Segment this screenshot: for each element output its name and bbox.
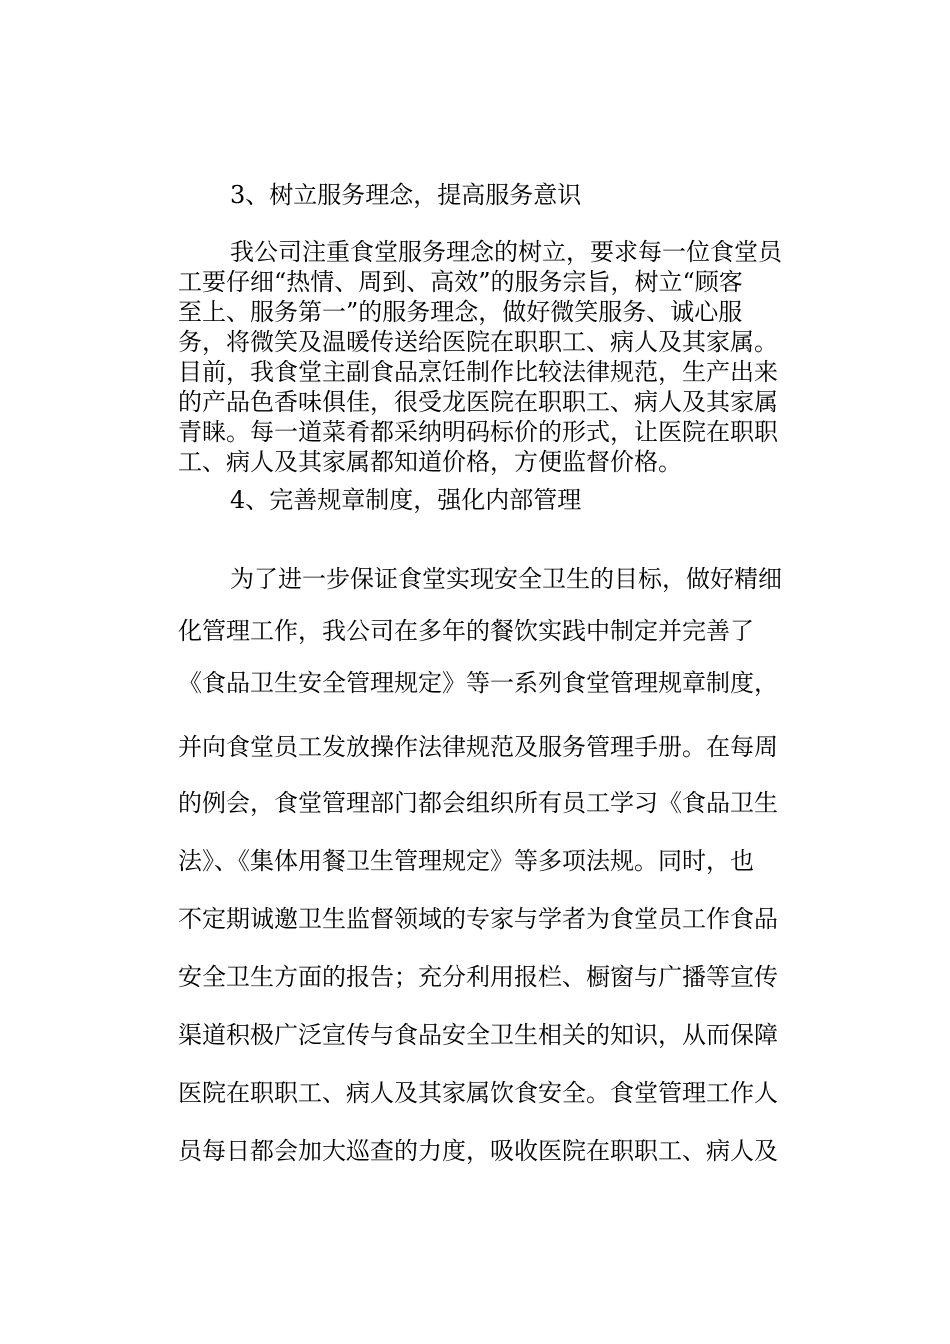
paragraph-line: 的例会，食堂管理部门都会组织所有员工学习《食品卫生 (178, 789, 778, 817)
paragraph-line: 医院在职职工、病人及其家属饮食安全。食堂管理工作人 (178, 1079, 778, 1107)
paragraph-line: 并向食堂员工发放操作法律规范及服务管理手册。在每周 (178, 733, 778, 761)
paragraph-line: 渠道积极广泛宣传与食品安全卫生相关的知识，从而保障 (178, 1021, 778, 1049)
paragraph-line: 工、病人及其家属都知道价格，方便监督价格。 (178, 448, 682, 476)
paragraph-line: 《食品卫生安全管理规定》等一系列食堂管理规章制度， (178, 669, 778, 697)
section-4-heading: 4、完善规章制度，强化内部管理 (230, 486, 582, 514)
paragraph-line: 青睐。每一道菜肴都采纳明码标价的形式，让医院在职职 (178, 418, 778, 446)
paragraph-line: 目前，我食堂主副食品烹饪制作比较法律规范，生产出来 (178, 358, 778, 386)
paragraph-line: 为了进一步保证食堂实现安全卫生的目标，做好精细 (230, 565, 782, 593)
paragraph-line: 安全卫生方面的报告；充分利用报栏、橱窗与广播等宣传 (178, 963, 778, 991)
section-3-heading: 3、树立服务理念，提高服务意识 (230, 181, 582, 209)
paragraph-line: 员每日都会加大巡查的力度，吸收医院在职职工、病人及 (178, 1137, 778, 1165)
paragraph-line: 务，将微笑及温暖传送给医院在职职工、病人及其家属。 (178, 328, 778, 356)
paragraph-line: 的产品色香味俱佳，很受龙医院在职职工、病人及其家属 (178, 388, 778, 416)
paragraph-line: 法》、《集体用餐卫生管理规定》等多项法规。同时，也 (178, 847, 754, 875)
paragraph-line: 工要仔细“热情、周到、高效”的服务宗旨，树立“顾客 (178, 268, 743, 296)
paragraph-line: 化管理工作，我公司在多年的餐饮实践中制定并完善了 (178, 617, 754, 645)
paragraph-line: 至上、服务第一”的服务理念，做好微笑服务、诚心服 (178, 298, 743, 326)
paragraph-line: 我公司注重食堂服务理念的树立，要求每一位食堂员 (230, 238, 782, 266)
paragraph-line: 不定期诚邀卫生监督领域的专家与学者为食堂员工作食品 (178, 905, 778, 933)
